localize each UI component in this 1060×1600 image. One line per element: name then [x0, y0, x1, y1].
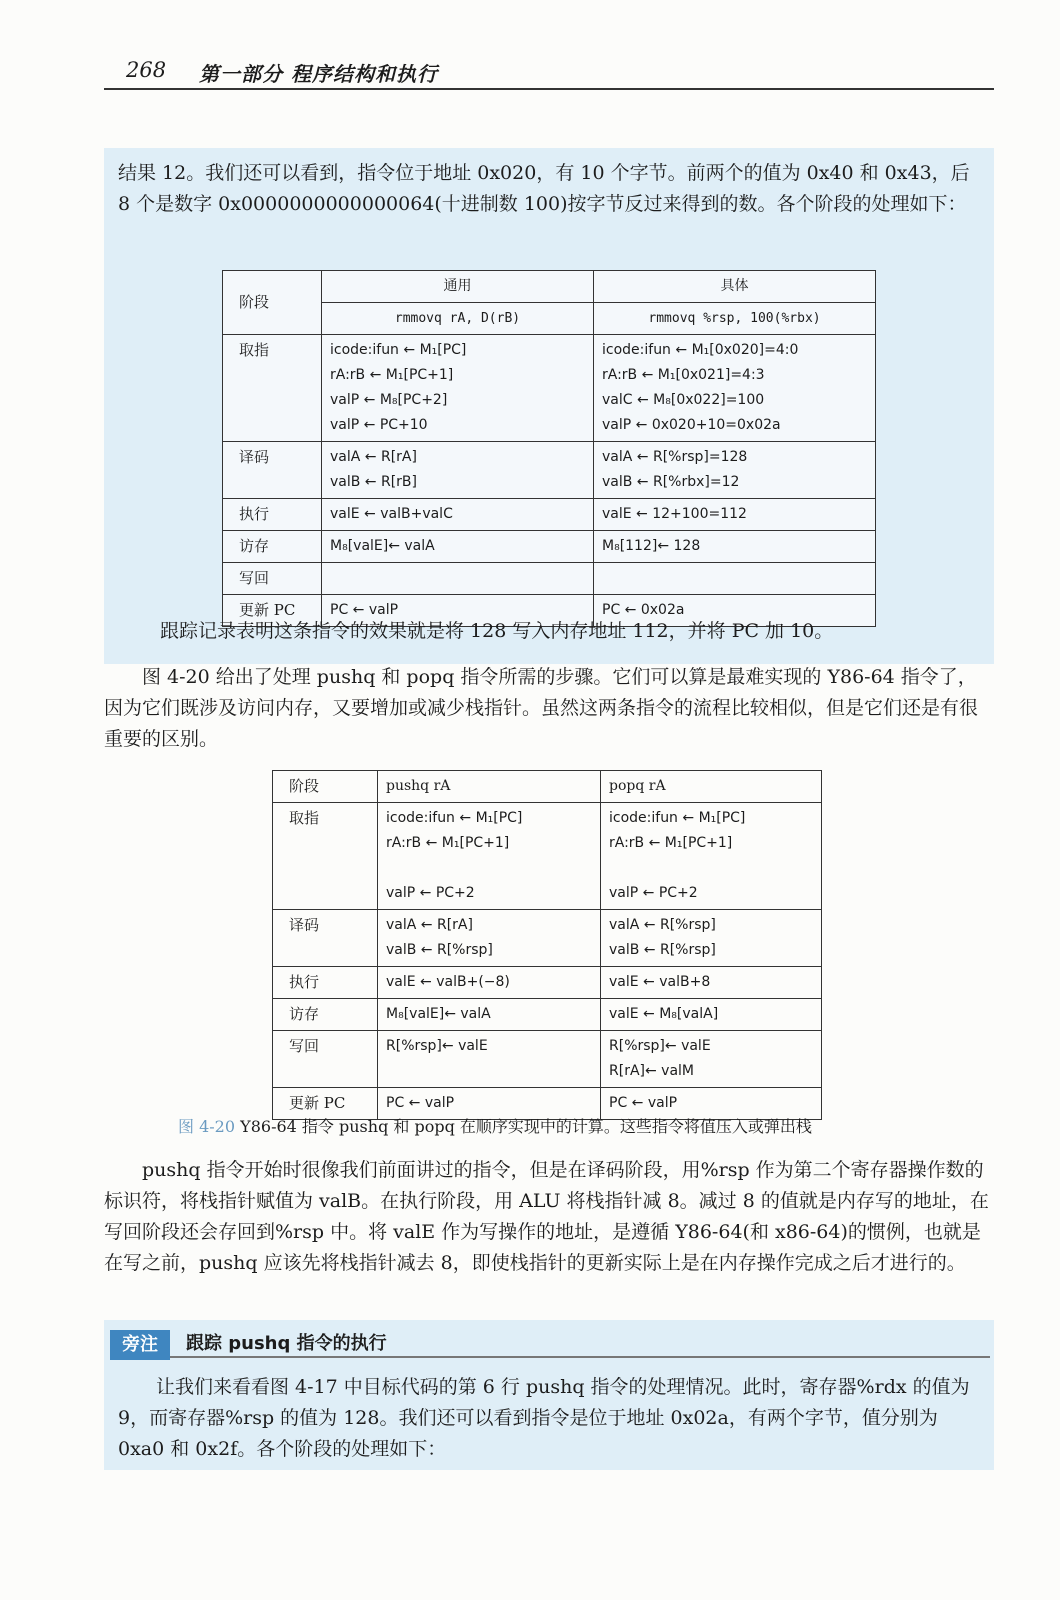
- figure-caption-text: Y86-64 指令 pushq 和 popq 在顺序实现中的计算。这些指令将值压入或弹出栈: [240, 1117, 812, 1136]
- cell-line: PC ← valP: [330, 602, 399, 618]
- popq-header: popq rA: [601, 771, 822, 803]
- cell-line: valB ← R[%rbx]=12: [602, 474, 740, 490]
- stage-cell: 更新 PC: [223, 595, 322, 627]
- specific-cell: [594, 499, 876, 531]
- cell-line: icode:ifun ← M₁[PC]: [609, 810, 746, 826]
- example-paragraph: 结果 12。我们还可以看到，指令位于地址 0x020，有 10 个字节。前两个的值为 0x40 和 0x43，后 8 个是数字 0x0000000000000064(十进制数 100)按字节反过来得到的数。各个阶段的处理如下：: [118, 162, 970, 215]
- table-row: [223, 499, 876, 531]
- cell-line: [386, 856, 592, 881]
- stage-cell: 取指: [273, 803, 378, 910]
- page-number: 268: [126, 58, 167, 82]
- stage-cell: 更新 PC: [273, 1088, 378, 1120]
- specific-cell: [594, 335, 876, 442]
- table-row: [223, 335, 876, 442]
- cell-line: valE ← 12+100=112: [602, 506, 747, 522]
- cell-line: valA ← R[%rsp]=128: [602, 449, 748, 465]
- pushq-paragraph: pushq 指令开始时很像我们前面讲过的指令，但是在译码阶段，用%rsp 作为第二个寄存器操作数的标识符，将栈指针赋值为 valB。在执行阶段，用 ALU 将栈指针减 8。减过 8 的值就是内存写的地址，在写回阶段还会存回到%rsp 中。将 valE 作为写操作的地址，是遵循 Y86-64(和 x86-64)的惯例，也就是在写之前，pushq 应该先将栈指针减去 8，即使栈指针的更新实际上是在内存操作完成之后才进行的。: [104, 1159, 989, 1274]
- trace-summary: 跟踪记录表明这条指令的效果就是将 128 写入内存地址 112，并将 PC 加 10。: [160, 620, 834, 642]
- stage-cell: 写回: [273, 1031, 378, 1088]
- cell-line: valP ← PC+10: [330, 417, 428, 433]
- cell-line: PC ← 0x02a: [602, 602, 685, 618]
- stage-cell: 访存: [273, 999, 378, 1031]
- figure-caption: [178, 1114, 978, 1137]
- figure-number: 图 4-20: [178, 1117, 236, 1136]
- table-row: [273, 999, 822, 1031]
- cell-line: valA ← R[rA]: [330, 449, 417, 465]
- specific-cell: [594, 531, 876, 563]
- push-cell: [378, 910, 601, 967]
- running-header: [104, 54, 994, 88]
- cell-line: [330, 566, 585, 591]
- general-cell: [322, 335, 594, 442]
- cell-line: icode:ifun ← M₁[PC]: [386, 810, 523, 826]
- cell-line: valP ← PC+2: [609, 885, 698, 901]
- table-row: [273, 771, 822, 803]
- cell-line: rA:rB ← M₁[PC+1]: [330, 367, 454, 383]
- pop-cell: [601, 967, 822, 999]
- cell-line: R[%rsp]← valE: [386, 1038, 488, 1054]
- header-rule: [104, 88, 994, 90]
- pushq-header: pushq rA: [378, 771, 601, 803]
- general-cell: [322, 499, 594, 531]
- table-row: [273, 1031, 822, 1088]
- header-title: 第一部分 程序结构和执行: [199, 62, 438, 86]
- aside-title: 跟踪 pushq 指令的执行: [186, 1333, 387, 1354]
- general-cell: [322, 563, 594, 595]
- push-cell: [378, 1031, 601, 1088]
- pop-cell: [601, 803, 822, 910]
- aside-paragraph: 让我们来看看图 4-17 中目标代码的第 6 行 pushq 指令的处理情况。此时，寄存器%rdx 的值为 9，而寄存器%rsp 的值为 128。我们还可以看到指令是位于地址 0x02a，有两个字节，值分别为 0xa0 和 0x2f。各个阶段的处理如下：: [118, 1376, 970, 1460]
- stage-cell: 写回: [223, 563, 322, 595]
- cell-line: R[%rsp]← valE: [609, 1038, 711, 1054]
- stage-cell: 访存: [223, 531, 322, 563]
- cell-line: valB ← R[rB]: [330, 474, 418, 490]
- rmmovq-stage-table: [222, 270, 876, 627]
- table-row: [273, 910, 822, 967]
- cell-line: M₈[valE]← valA: [386, 1006, 491, 1022]
- cell-line: R[rA]← valM: [609, 1063, 694, 1079]
- pushq-popq-table-body: [273, 803, 822, 1120]
- cell-line: valP ← 0x020+10=0x02a: [602, 417, 781, 433]
- general-instr: rmmovq rA, D(rB): [322, 303, 594, 335]
- pushq-popq-stage-table: [272, 770, 822, 1120]
- specific-header: 具体: [594, 271, 876, 303]
- stage-header: 阶段: [223, 271, 322, 335]
- stage-cell: 取指: [223, 335, 322, 442]
- cell-line: valE ← M₈[valA]: [609, 1006, 719, 1022]
- cell-line: M₈[112]← 128: [602, 538, 701, 554]
- pop-cell: [601, 999, 822, 1031]
- cell-line: rA:rB ← M₁[PC+1]: [386, 835, 510, 851]
- cell-line: icode:ifun ← M₁[PC]: [330, 342, 467, 358]
- stage-cell: 译码: [273, 910, 378, 967]
- table-row: [273, 967, 822, 999]
- cell-line: valA ← R[rA]: [386, 917, 473, 933]
- cell-line: valP ← M₈[PC+2]: [330, 392, 448, 408]
- stage-header: 阶段: [273, 771, 378, 803]
- aside-header: [106, 1330, 992, 1360]
- table-row: [223, 563, 876, 595]
- cell-line: valE ← valB+valC: [330, 506, 453, 522]
- stage-cell: 执行: [273, 967, 378, 999]
- cell-line: icode:ifun ← M₁[0x020]=4:0: [602, 342, 799, 358]
- rmmovq-table-body: [223, 335, 876, 627]
- table-row: [223, 531, 876, 563]
- aside-tag: 旁注: [110, 1330, 170, 1360]
- specific-cell: [594, 563, 876, 595]
- general-cell: [322, 531, 594, 563]
- cell-line: valP ← PC+2: [386, 885, 475, 901]
- cell-line: [602, 566, 867, 591]
- push-cell: [378, 967, 601, 999]
- intro-paragraph: 图 4-20 给出了处理 pushq 和 popq 指令所需的步骤。它们可以算是最难实现的 Y86-64 指令了，因为它们既涉及访问内存，又要增加或减少栈指针。虽然这两条指令的流程比较相似，但是它们还是有很重要的区别。: [104, 666, 979, 750]
- push-cell: [378, 803, 601, 910]
- push-cell: [378, 999, 601, 1031]
- general-header: 通用: [322, 271, 594, 303]
- stage-cell: 执行: [223, 499, 322, 531]
- cell-line: valE ← valB+(−8): [386, 974, 510, 990]
- cell-line: PC ← valP: [609, 1095, 678, 1111]
- general-cell: [322, 442, 594, 499]
- table-row: [273, 803, 822, 910]
- cell-line: valC ← M₈[0x022]=100: [602, 392, 765, 408]
- specific-instr: rmmovq %rsp, 100(%rbx): [594, 303, 876, 335]
- specific-cell: [594, 442, 876, 499]
- cell-line: PC ← valP: [386, 1095, 455, 1111]
- cell-line: [609, 856, 813, 881]
- cell-line: [386, 1059, 592, 1084]
- cell-line: valB ← R[%rsp]: [609, 942, 716, 958]
- pop-cell: [601, 910, 822, 967]
- table-row: [223, 442, 876, 499]
- cell-line: rA:rB ← M₁[0x021]=4:3: [602, 367, 765, 383]
- cell-line: valA ← R[%rsp]: [609, 917, 716, 933]
- table-row: [223, 271, 876, 303]
- cell-line: valE ← valB+8: [609, 974, 711, 990]
- cell-line: M₈[valE]← valA: [330, 538, 435, 554]
- cell-line: rA:rB ← M₁[PC+1]: [609, 835, 733, 851]
- cell-line: valB ← R[%rsp]: [386, 942, 493, 958]
- pop-cell: [601, 1031, 822, 1088]
- stage-cell: 译码: [223, 442, 322, 499]
